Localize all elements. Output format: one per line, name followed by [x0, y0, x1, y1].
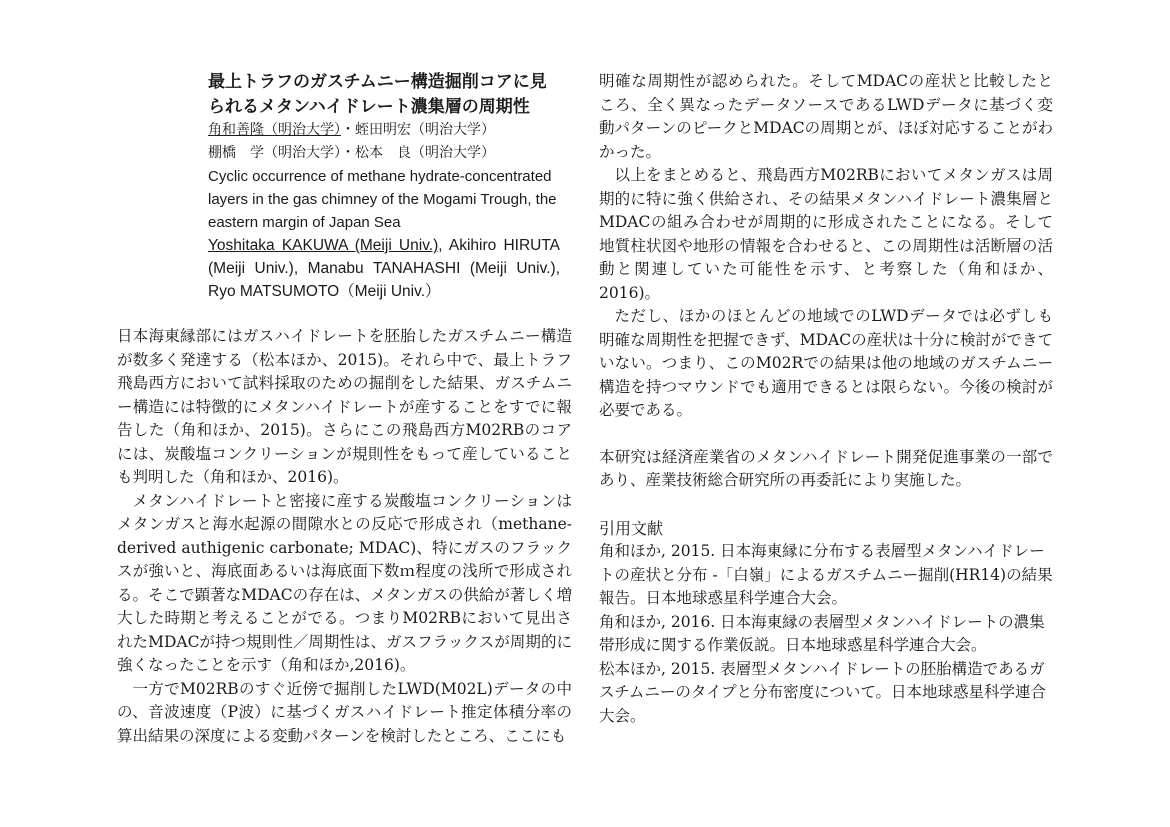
japanese-authors: [208, 119, 560, 165]
abstract-paragraph-5: ただし、ほかのほとんどの地域でのLWDデータでは必ずしも明確な周期性を把握できず、MDACの産状は十分に検討ができていない。つまり、このM02Rでの結果は他の地域のガスチムニー構造を持つマウンドでも適用できるとは限らない。今後の検討が必要である。: [599, 307, 1053, 419]
left-column: [117, 0, 572, 748]
coauthors-jp-line1: ・蛭田明宏（明治大学）: [341, 122, 495, 138]
presenting-author-en: Yoshitaka KAKUWA (Meiji Univ.): [208, 237, 439, 254]
reference-item: 角和ほか, 2016. 日本海東縁の表層型メタンハイドレートの濃集帯形成に関する作業仮説。日本地球惑星科学連合大会。: [599, 612, 1045, 654]
abstract-paragraph-3-continued: 明確な周期性が認められた。そしてMDACの産状と比較したところ、全く異なったデータソースであるLWDデータに基づく変動パターンのピークとMDACの周期とが、ほぼ対応することがわかった。: [599, 72, 1053, 161]
abstract-paragraph-1: 日本海東縁部にはガスハイドレートを胚胎したガスチムニー構造が数多く発達する（松本ほか、2015)。それら中で、最上トラフ飛島西方において試料採取のための掘削をした結果、ガスチムニー構造には特徴的にメタンハイドレートが産することをすでに報告した（角和ほか、2015)。さらにこの飛島西方M02RBのコアには、炭酸塩コンクリーションが規則性をもって産していることも判明した（角和ほか、2016)。: [117, 327, 572, 486]
paper-title: 最上トラフのガスチムニー構造掘削コアに見られるメタンハイドレート濃集層の周期性: [208, 72, 547, 117]
reference-item: 角和ほか, 2015. 日本海東縁に分布する表層型メタンハイドレートの産状と分布 -「白嶺」によるガスチムニー掘削(HR14)の結果報告。日本地球惑星科学連合大会。: [599, 542, 1053, 607]
presenting-author-jp: 角和善隆（明治大学）: [208, 122, 341, 138]
english-authors: [208, 234, 560, 303]
english-title: Cyclic occurrence of methane hydrate-concentrated layers in the gas chimney of the Mogami Trough, the eastern margin of Japan Sea: [208, 168, 557, 231]
abstract-paragraph-3: 一方でM02RBのすぐ近傍で掘削したLWD(M02L)データの中の、音波速度（P波）に基づくガスハイドレート推定体積分率の算出結果の深度による変動パターンを検討したところ、ここにも: [117, 679, 572, 745]
abstract-paragraph-2: メタンハイドレートと密接に産する炭酸塩コンクリーションはメタンガスと海水起源の間隙水との反応で形成され（methane-derived authigenic carbonate; MDAC)、特にガスのフラックスが強いと、海底面あるいは海底面下数ｍ程度の浅所で形成される。そこで顕著なMDACの存在は、メタンガスの供給が著しく増大した時期と考えることがでる。つまりM02RBにおいて見出されたMDACが持つ規則性／周期性は、ガスフラックスが周期的に強くなったことを示す（角和ほか,2016)。: [117, 491, 572, 674]
paper-header: [208, 70, 560, 303]
references-heading: 引用文献: [599, 518, 664, 538]
reference-item: 松本ほか, 2015. 表層型メタンハイドレートの胚胎構造であるガスチムニーのタイプと分布密度について。日本地球惑星科学連合大会。: [599, 659, 1047, 725]
coauthors-jp-line2: 棚橋 学（明治大学）・松本 良（明治大学）: [208, 145, 495, 161]
right-column: [599, 70, 1053, 728]
abstract-paragraph-4: 以上をまとめると、飛島西方M02RBにおいてメタンガスは周期的に特に強く供給され、その結果メタンハイドレート濃集層とMDACの組み合わせが周期的に形成されたことになる。そして地質柱状図や地形の情報を合わせると、この周期性は活断層の活動と関連していた可能性を示す、と考察した（角和ほか、2016)。: [599, 166, 1053, 302]
coauthors-en: , Akihiro HIRUTA (Meiji Univ.), Manabu TANAHASHI (Meiji Univ.), Ryo MATSUMOTO（Meiji Univ.）: [208, 237, 560, 300]
acknowledgement: 本研究は経済産業省のメタンハイドレート開発促進事業の一部であり、産業技術総合研究所の再委託により実施した。: [599, 447, 1053, 489]
